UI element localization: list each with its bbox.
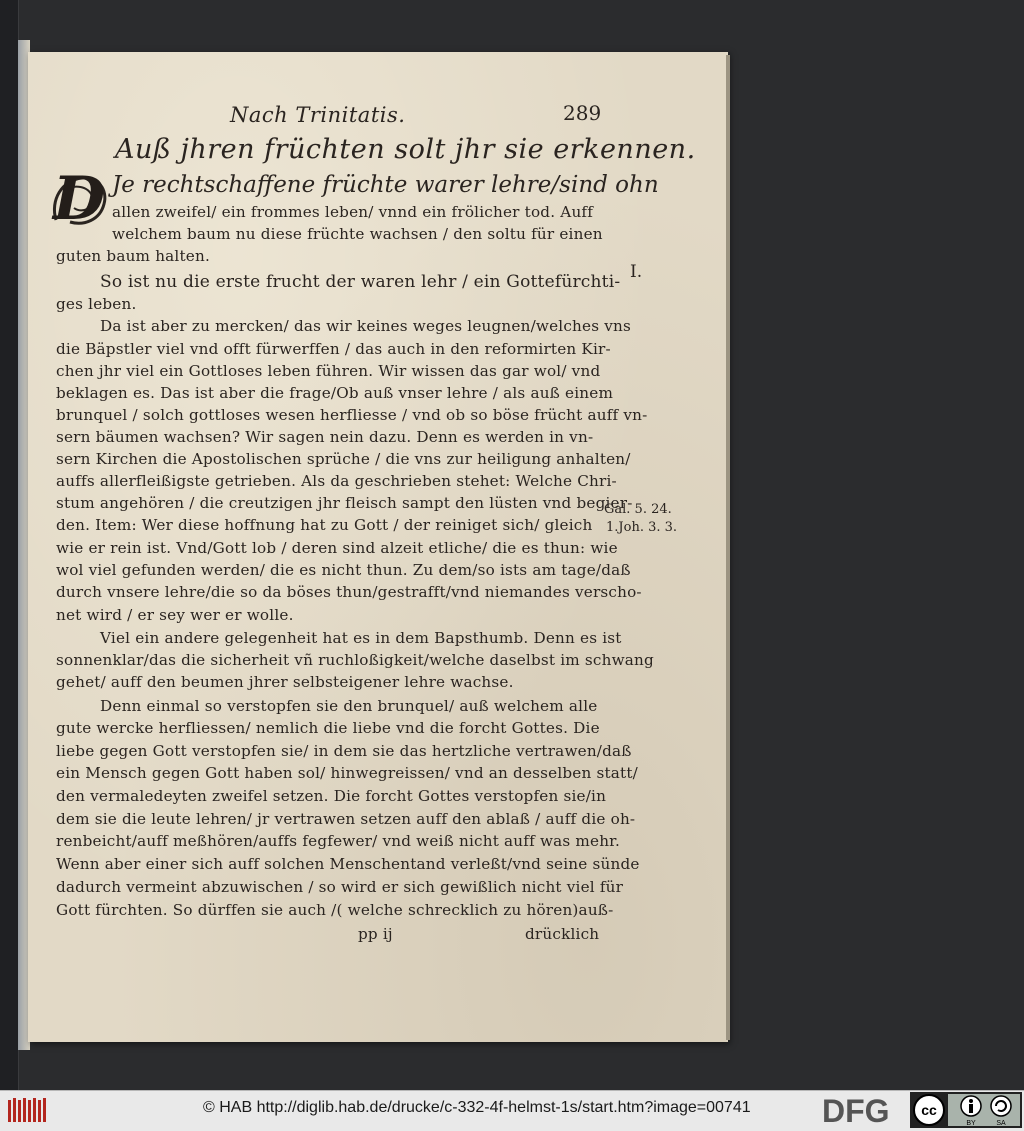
footer-credit-link[interactable]: © HAB http://diglib.hab.de/drucke/c-332-4f-helmst-1s/start.htm?image=00741: [203, 1099, 751, 1116]
text-line: Je rechtschaffene früchte warer lehre/sind ohn: [112, 172, 659, 198]
cc-label: cc: [921, 1102, 937, 1118]
text-line: sonnenklar/das die sicherheit vñ ruchloßigkeit/welche daselbst im schwang: [56, 651, 654, 669]
text-line: chen jhr viel ein Gottloses leben führen. Wir wissen das gar wol/ vnd: [56, 362, 601, 380]
margin-note-joh: 1.Joh. 3. 3.: [606, 520, 678, 535]
hab-logo-icon[interactable]: [6, 1096, 50, 1124]
text-line: sern Kirchen die Apostolischen sprüche / die vns zur heiligung anhalten/: [56, 450, 631, 468]
text-line: ein Mensch gegen Gott haben sol/ hinwegreissen/ vnd an desselben statt/: [56, 764, 638, 782]
text-line: brunquel / solch gottloses wesen herfliesse / vnd ob so böse frücht auff vn-: [56, 406, 648, 424]
text-line: Viel ein andere gelegenheit hat es in dem Bapsthumb. Denn es ist: [100, 629, 622, 647]
text-line: So ist nu die erste frucht der waren lehr / ein Gottefürchti-: [100, 272, 621, 292]
sa-label: SA: [996, 1120, 1006, 1127]
text-line: stum angehören / die creutzigen jhr fleisch sampt den lüsten vnd begier-: [56, 494, 633, 512]
text-line: den. Item: Wer diese hoffnung hat zu Gott / der reiniget sich/ gleich: [56, 516, 593, 534]
text-line: Da ist aber zu mercken/ das wir keines weges leugnen/welches vns: [100, 317, 631, 335]
text-line: renbeicht/auff meßhören/auffs fegfewer/ vnd weiß nicht auff was mehr.: [56, 832, 621, 850]
text-line: guten baum halten.: [56, 247, 210, 265]
section-heading: Auß jhren früchten solt jhr sie erkennen.: [115, 134, 696, 165]
by-label: BY: [966, 1120, 976, 1127]
text-line: dadurch vermeint abzuwischen / so wird er sich gewißlich nicht viel für: [56, 878, 624, 896]
text-line: auffs allerfleißigste getrieben. Als da geschrieben stehet: Welche Chri-: [56, 472, 617, 490]
text-line: allen zweifel/ ein frommes leben/ vnnd ein frölicher tod. Auff: [112, 203, 594, 221]
margin-note-gal: Gal. 5. 24.: [604, 502, 672, 517]
text-line: gute wercke herfliessen/ nemlich die liebe vnd die forcht Gottes. Die: [56, 719, 600, 737]
text-line: liebe gegen Gott verstopfen sie/ in dem sie das hertzliche vertrawen/daß: [56, 742, 632, 760]
text-line: net wird / er sey wer er wolle.: [56, 606, 294, 624]
text-line: welchem baum nu diese früchte wachsen / den soltu für einen: [112, 225, 603, 243]
text-line: ges leben.: [56, 295, 137, 313]
page-edge: [726, 55, 730, 1040]
text-line: die Bäpstler viel vnd offt fürwerffen / das auch in den reformirten Kir-: [56, 340, 611, 358]
text-line: wie er rein ist. Vnd/Gott lob / deren sind alzeit etliche/ die es thun: wie: [56, 539, 618, 557]
initial-letter: D: [52, 164, 106, 234]
page-number: 289: [563, 101, 602, 125]
catchword: drücklich: [525, 925, 600, 943]
left-viewer-strip: [0, 0, 19, 1090]
text-line: den vermaledeyten zweifel setzen. Die forcht Gottes verstopfen sie/in: [56, 787, 607, 805]
text-line: wol viel gefunden werden/ die es nicht thun. Zu dem/so ists am tage/daß: [56, 561, 631, 579]
text-line: dem sie die leute lehren/ jr vertrawen setzen auff den ablaß / auff die oh-: [56, 810, 636, 828]
cc-license-badge-icon[interactable]: [910, 1092, 1022, 1128]
text-line: gehet/ auff den beumen jhrer selbsteigener lehre wachse.: [56, 673, 514, 691]
text-line: durch vnsere lehre/die so da böses thun/gestrafft/vnd niemandes verscho-: [56, 583, 642, 601]
text-line: beklagen es. Das ist aber die frage/Ob auß vnser lehre / als auß einem: [56, 384, 614, 402]
running-head: Nach Trinitatis.: [230, 103, 406, 127]
text-line: Gott fürchten. So dürffen sie auch /( welche schrecklich zu hören)auß-: [56, 901, 614, 919]
signature-mark: pp ij: [358, 925, 393, 943]
dfg-logo-icon[interactable]: [818, 1092, 910, 1128]
text-line: Denn einmal so verstopfen sie den brunquel/ auß welchem alle: [100, 697, 598, 715]
text-line: Wenn aber einer sich auff solchen Menschentand verleßt/vnd seine sünde: [56, 855, 640, 873]
dfg-label: DFG: [822, 1093, 890, 1128]
text-line: sern bäumen wachsen? Wir sagen nein dazu. Denn es werden in vn-: [56, 428, 594, 446]
margin-note-roman: I.: [630, 262, 643, 282]
